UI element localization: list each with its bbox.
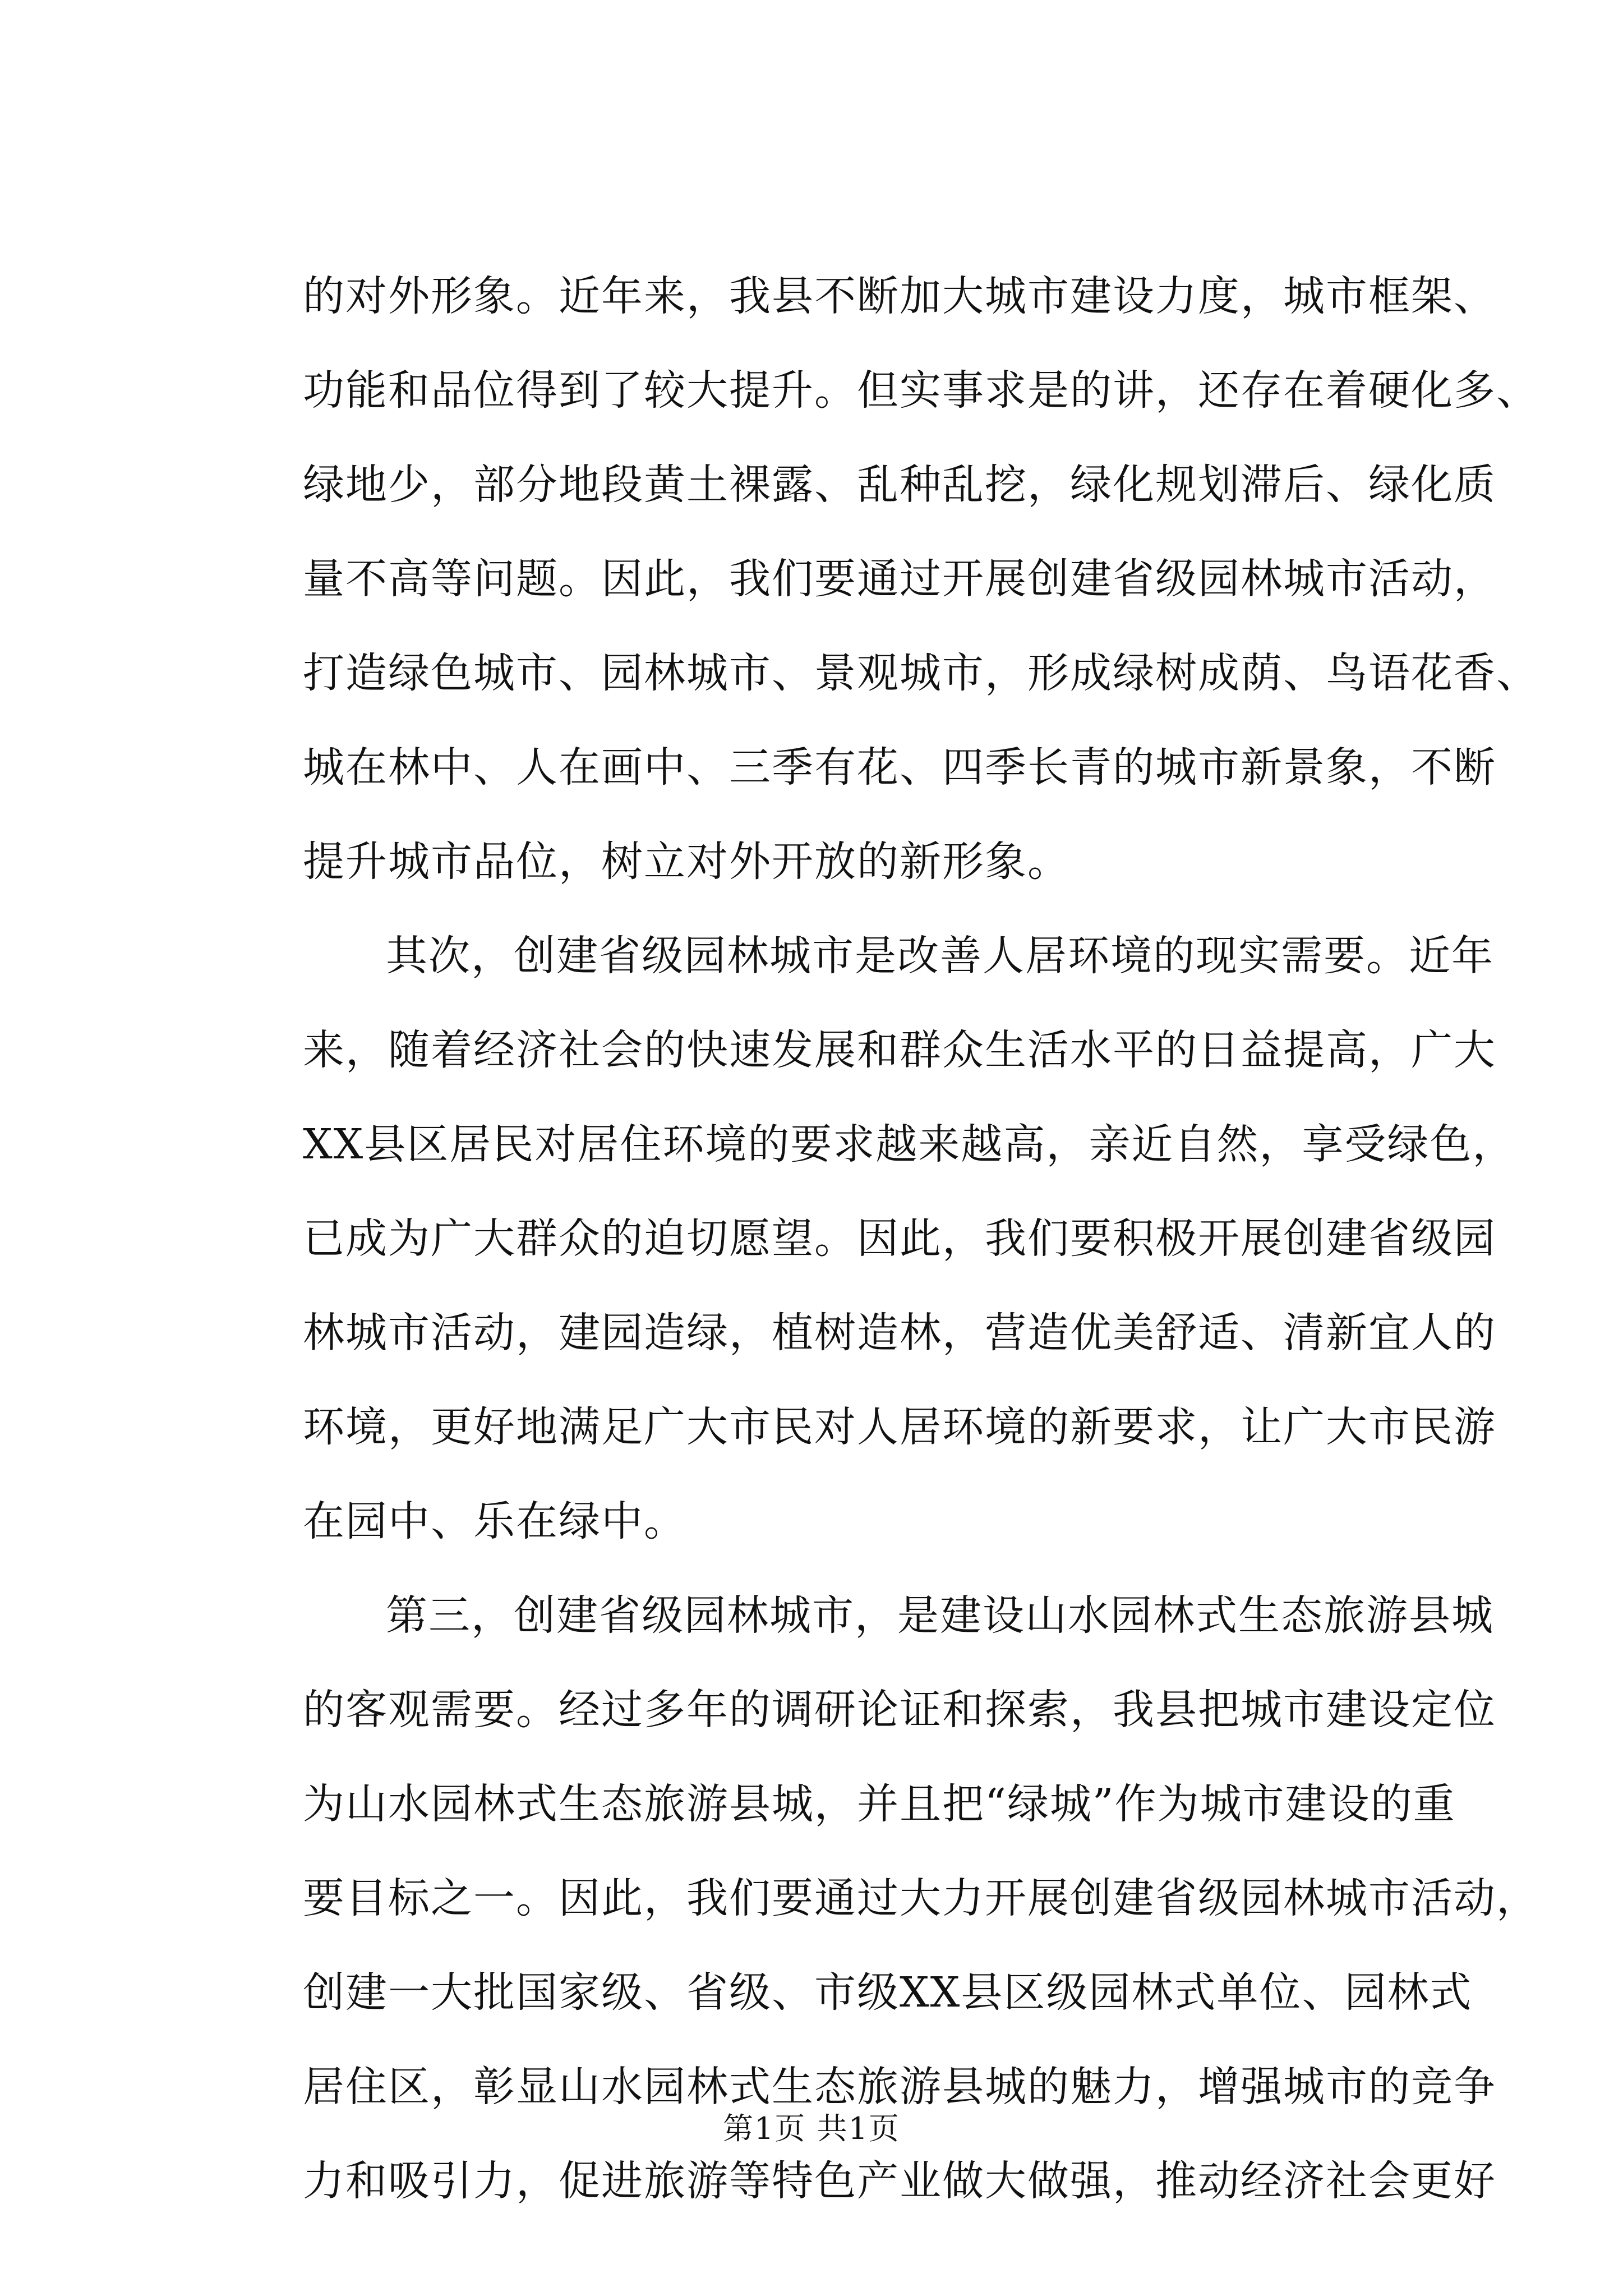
text-line: 已成为广大群众的迫切愿望。因此，我们要积极开展创建省级园 <box>303 1214 1496 1263</box>
document-body <box>303 263 1539 2242</box>
text-line: 量不高等问题。因此，我们要通过开展创建省级园林城市活动， <box>303 555 1496 603</box>
text-line: 打造绿色城市、园林城市、景观城市，形成绿树成荫、鸟语花香、 <box>303 649 1539 697</box>
text-line: 提升城市品位，树立对外开放的新形象。 <box>303 838 1070 886</box>
text-line: XX县区居民对居住环境的要求越来越高，亲近自然，享受绿色， <box>303 1120 1515 1168</box>
text-line: 在园中、乐在绿中。 <box>303 1497 686 1545</box>
text-line: 力和吸引力，促进旅游等特色产业做大做强，推动经济社会更好 <box>303 2157 1496 2205</box>
text-line: 绿地少，部分地段黄土裸露、乱种乱挖，绿化规划滞后、绿化质 <box>303 461 1496 509</box>
text-line: 居住区，彰显山水园林式生态旅游县城的魅力，增强城市的竞争 <box>303 2063 1496 2111</box>
paragraph-start-line: 其次，创建省级园林城市是改善人居环境的现实需要。近年 <box>386 932 1494 980</box>
paragraph-start-line: 第三，创建省级园林城市，是建设山水园林式生态旅游县城 <box>386 1591 1494 1640</box>
text-line: 为山水园林式生态旅游县城，并且把“绿城”作为城市建设的重 <box>303 1780 1456 1828</box>
text-line: 创建一大批国家级、省级、市级XX县区级园林式单位、园林式 <box>303 1968 1473 2017</box>
page-number-footer: 第1页 共1页 <box>723 2111 900 2146</box>
text-line: 来，随着经济社会的快速发展和群众生活水平的日益提高，广大 <box>303 1026 1496 1074</box>
text-line: 环境，更好地满足广大市民对人居环境的新要求，让广大市民游 <box>303 1403 1496 1451</box>
text-line: 功能和品位得到了较大提升。但实事求是的讲，还存在着硬化多、 <box>303 366 1539 415</box>
text-line: 的客观需要。经过多年的调研论证和探索，我县把城市建设定位 <box>303 1686 1496 1734</box>
text-line: 城在林中、人在画中、三季有花、四季长青的城市新景象，不断 <box>303 743 1496 792</box>
text-line: 林城市活动，建园造绿，植树造林，营造优美舒适、清新宜人的 <box>303 1309 1496 1357</box>
text-line: 要目标之一。因此，我们要通过大力开展创建省级园林城市活动， <box>303 1874 1539 1922</box>
text-line: 的对外形象。近年来，我县不断加大城市建设力度，城市框架、 <box>303 272 1496 320</box>
